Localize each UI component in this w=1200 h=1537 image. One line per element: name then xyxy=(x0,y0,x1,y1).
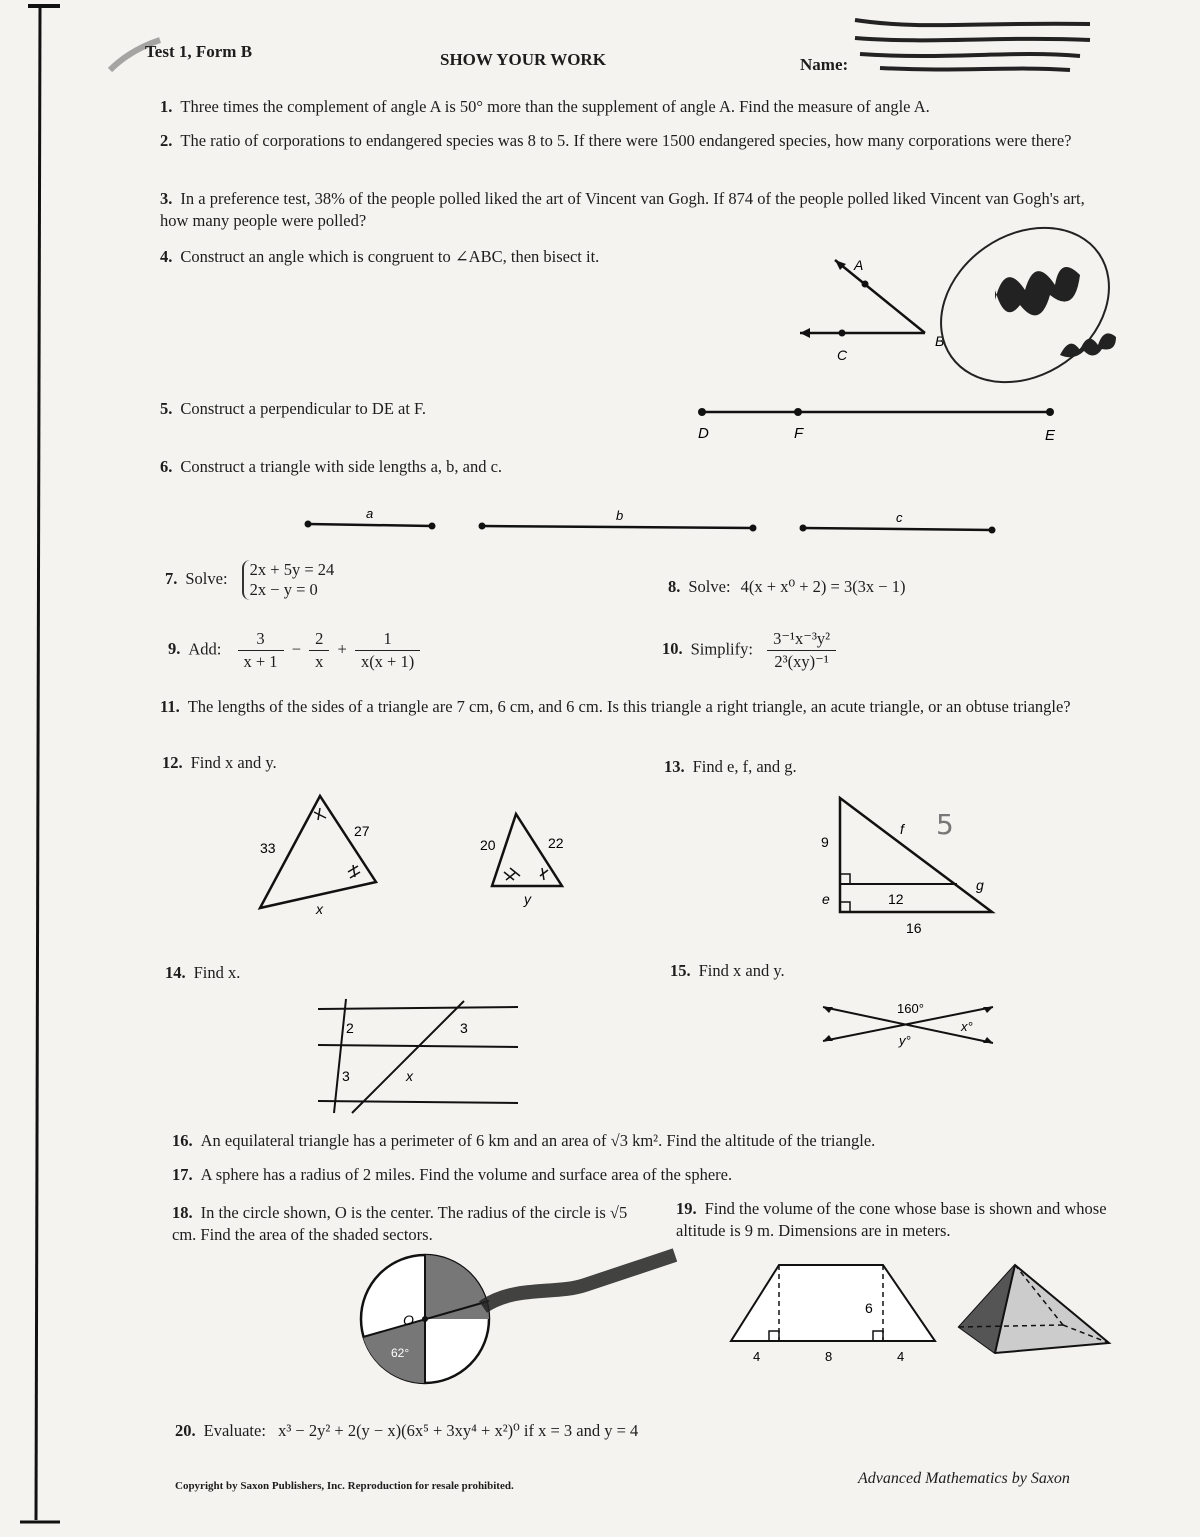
parallel-lines-figure xyxy=(310,995,530,1115)
question-number: 1. xyxy=(160,97,173,116)
base-left-4: 4 xyxy=(753,1349,761,1364)
question-label: Solve: xyxy=(185,568,228,588)
question-text: Construct an angle which is congruent to ∠ABC, then bisect it. xyxy=(180,247,600,266)
question-number: 20. xyxy=(175,1421,196,1440)
segment-label-a: a xyxy=(366,506,374,521)
question-18 xyxy=(172,1202,637,1246)
question-number: 14. xyxy=(165,963,186,982)
segment-2: 2 xyxy=(346,1020,354,1036)
hypotenuse-f: f xyxy=(900,821,904,837)
question-text: Find x. xyxy=(193,963,241,982)
equation-system xyxy=(242,560,335,600)
label-c: C xyxy=(837,347,848,363)
question-number: 15. xyxy=(670,961,691,980)
side-22: 22 xyxy=(548,835,564,851)
label-a: A xyxy=(854,257,864,273)
question-10 xyxy=(662,628,840,673)
side-27: 27 xyxy=(354,823,370,839)
question-14 xyxy=(165,962,240,984)
similar-triangles-figure xyxy=(250,790,580,920)
question-text: Find the volume of the cone whose base is shown and whose altitude is 9 m. Dimensions are in meters. xyxy=(676,1199,1107,1240)
trapezoid-pyramid-figure xyxy=(725,1255,1125,1375)
side-20: 20 xyxy=(480,837,496,853)
question-number: 19. xyxy=(676,1199,697,1218)
segments-abc-figure xyxy=(300,500,1000,540)
book-title: Advanced Mathematics by Saxon xyxy=(858,1470,1070,1487)
question-number: 6. xyxy=(160,457,173,476)
fraction-2: $\frac{2}{x}$ xyxy=(309,628,329,673)
right-triangle-figure xyxy=(810,790,1000,940)
base-8: 8 xyxy=(825,1349,833,1364)
test-label: Test 1, Form B xyxy=(145,42,253,61)
equation-2: 2x − y = 0 xyxy=(249,580,318,599)
angle-160: 160° xyxy=(897,1001,924,1016)
question-label: Add: xyxy=(188,639,222,659)
fraction-1: $\frac{3}{x + 1}$ xyxy=(238,628,284,673)
question-17 xyxy=(172,1164,1072,1186)
intersecting-lines-figure xyxy=(815,995,1000,1055)
question-label: Simplify: xyxy=(690,639,753,659)
name-label: Name: xyxy=(800,55,849,74)
side-x: x xyxy=(316,901,323,917)
question-number: 2. xyxy=(160,131,173,150)
question-6 xyxy=(160,456,610,478)
question-20 xyxy=(175,1420,1075,1442)
question-label: Evaluate: xyxy=(203,1421,266,1440)
angle-62: 62° xyxy=(391,1346,410,1360)
question-number: 7. xyxy=(165,568,178,588)
segment-3-upper: 3 xyxy=(460,1020,468,1036)
segment-de-figure xyxy=(690,400,1070,450)
equation: 4(x + x⁰ + 2) = 3(3x − 1) xyxy=(740,577,906,596)
question-8 xyxy=(668,576,906,598)
height-6: 6 xyxy=(865,1300,873,1316)
question-11 xyxy=(160,696,1120,718)
question-16 xyxy=(172,1130,1132,1152)
question-text: Find e, f, and g. xyxy=(692,757,797,776)
question-text: Construct a triangle with side lengths a, b, and c. xyxy=(180,457,503,476)
question-19 xyxy=(676,1198,1126,1242)
question-number: 10. xyxy=(662,639,683,659)
question-label: Solve: xyxy=(688,577,731,596)
handwritten-note: 5 xyxy=(936,808,954,841)
fraction: $\frac{\text{3⁻¹x⁻³y²}}{\text{2³(xy)⁻¹}}$ xyxy=(767,628,836,673)
question-number: 4. xyxy=(160,247,173,266)
label-f: F xyxy=(794,425,804,442)
angle-abc-figure xyxy=(780,210,1140,390)
equation-1: 2x + 5y = 24 xyxy=(249,560,335,579)
question-text: In a preference test, 38% of the people polled liked the art of Vincent van Gogh. If 874 of the people polled liked Vincent van Gogh's art, how many people were polled? xyxy=(160,189,1085,230)
question-number: 13. xyxy=(664,757,685,776)
segment-x: x xyxy=(406,1068,413,1084)
copyright-notice: Copyright by Saxon Publishers, Inc. Reproduction for resale prohibited. xyxy=(175,1480,514,1492)
question-number: 18. xyxy=(172,1203,193,1222)
question-12 xyxy=(162,752,277,774)
segment-e: e xyxy=(822,891,830,907)
question-number: 16. xyxy=(172,1131,193,1150)
label-b: B xyxy=(935,333,945,349)
question-text: Find x and y. xyxy=(190,753,277,772)
question-number: 11. xyxy=(160,697,180,716)
label-e: E xyxy=(1045,427,1056,444)
question-text: The ratio of corporations to endangered species was 8 to 5. If there were 1500 endangered species, how many corporations were there? xyxy=(180,131,1072,150)
question-text: Find x and y. xyxy=(698,961,785,980)
question-number: 9. xyxy=(168,639,181,659)
angle-y: y° xyxy=(899,1033,911,1048)
segment-label-c: c xyxy=(896,510,903,525)
question-2 xyxy=(160,130,1100,152)
label-d: D xyxy=(698,425,709,442)
question-9: 9. Add: $\frac{3}{x + 1}$ − $\frac{2}{x}$ + $\frac{1}{x(x + 1)}$ xyxy=(168,628,424,673)
segment-12: 12 xyxy=(888,891,904,907)
question-5 xyxy=(160,398,580,420)
side-33: 33 xyxy=(260,840,276,856)
question-15 xyxy=(670,960,785,982)
circle-sectors-figure xyxy=(355,1245,685,1395)
center-o: O xyxy=(403,1312,414,1328)
side-y: y xyxy=(524,891,531,907)
question-text: Three times the complement of angle A is 50° more than the supplement of angle A. Find the measure of angle A. xyxy=(180,97,930,116)
expression: x³ − 2y² + 2(y − x)(6x⁵ + 3xy⁴ + x²)⁰ if x = 3 and y = 4 xyxy=(278,1421,639,1440)
angle-x: x° xyxy=(961,1019,973,1034)
show-work-instruction: SHOW YOUR WORK xyxy=(440,50,606,69)
side-9: 9 xyxy=(821,834,829,850)
question-4 xyxy=(160,246,610,268)
question-number: 8. xyxy=(668,577,681,596)
question-7 xyxy=(165,560,334,600)
segment-g: g xyxy=(976,877,984,893)
question-number: 3. xyxy=(160,189,173,208)
question-number: 5. xyxy=(160,399,173,418)
base-right-4: 4 xyxy=(897,1349,905,1364)
question-number: 17. xyxy=(172,1165,193,1184)
question-text: The lengths of the sides of a triangle are 7 cm, 6 cm, and 6 cm. Is this triangle a right triangle, an acute triangle, or an obtuse triangle? xyxy=(187,697,1071,716)
question-text: An equilateral triangle has a perimeter of 6 km and an area of √3 km². Find the altitude of the triangle. xyxy=(200,1131,876,1150)
question-number: 12. xyxy=(162,753,183,772)
fraction-3: $\frac{1}{x(x + 1)}$ xyxy=(355,628,420,673)
question-text: Construct a perpendicular to DE at F. xyxy=(180,399,427,418)
segment-label-b: b xyxy=(616,508,624,523)
question-text: In the circle shown, O is the center. The radius of the circle is √5 cm. Find the area of the shaded sectors. xyxy=(172,1203,628,1244)
question-text: A sphere has a radius of 2 miles. Find the volume and surface area of the sphere. xyxy=(200,1165,733,1184)
question-1 xyxy=(160,96,1080,118)
question-13 xyxy=(664,756,797,778)
segment-3-lower: 3 xyxy=(342,1068,350,1084)
base-16: 16 xyxy=(906,920,922,936)
